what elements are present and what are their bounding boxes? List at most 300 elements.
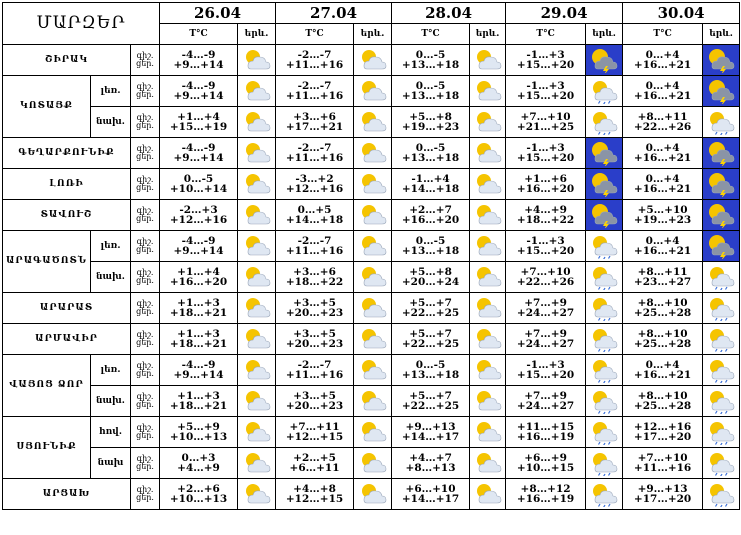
- night-temperature: +4…+7: [409, 451, 452, 464]
- day-temperature: +10…+14: [169, 183, 228, 195]
- weather-icon-cell: [703, 231, 740, 262]
- sun-rain-cloud-icon: [589, 388, 619, 414]
- day-temperature: +16…+21: [633, 152, 692, 164]
- temperature-cell: [623, 45, 703, 76]
- weather-icon-cell: [703, 324, 740, 355]
- day-label: ցեր.: [136, 431, 154, 440]
- temperature-cell: [623, 448, 703, 479]
- thunderstorm-icon: [706, 140, 736, 166]
- weather-icon-cell: [354, 293, 392, 324]
- region-row: [3, 169, 740, 200]
- temperature-cell: [392, 386, 470, 417]
- night-temperature: -4…-9: [181, 234, 216, 247]
- day-label: ցեր.: [136, 214, 154, 223]
- night-temperature: -2…-7: [297, 234, 332, 247]
- day-temperature: +20…+23: [285, 338, 344, 350]
- thunderstorm-icon: [706, 202, 736, 228]
- weather-icon-cell: [354, 262, 392, 293]
- night-temperature: -2…-7: [297, 48, 332, 61]
- temperature-cell: [392, 138, 470, 169]
- sun-cloud-icon: [473, 295, 503, 321]
- sun-cloud-icon: [242, 233, 272, 259]
- weather-icon-cell: [703, 355, 740, 386]
- region-row: [3, 293, 740, 324]
- day-temperature: +25…+28: [633, 400, 692, 412]
- region-name: ԱՐՄԱՎԻՐ: [3, 324, 131, 355]
- weather-icon-cell: [354, 45, 392, 76]
- thunderstorm-icon: [706, 233, 736, 259]
- sun-cloud-icon: [242, 295, 272, 321]
- region-name: ՇԻՐԱԿ: [3, 45, 131, 76]
- weather-icon-cell: [238, 293, 276, 324]
- weather-icon-cell: [703, 76, 740, 107]
- sun-cloud-icon: [358, 171, 388, 197]
- day-label: ցեր.: [136, 307, 154, 316]
- region-row: [3, 448, 740, 479]
- temperature-cell: [623, 293, 703, 324]
- region-row: [3, 355, 740, 386]
- weather-icon-cell: [703, 448, 740, 479]
- sun-cloud-icon: [358, 295, 388, 321]
- day-temperature: +18…+22: [516, 214, 575, 226]
- temperature-cell: [623, 417, 703, 448]
- weather-icon-cell: [586, 293, 623, 324]
- day-temperature: +10…+15: [516, 462, 575, 474]
- sun-cloud-icon: [242, 171, 272, 197]
- sun-rain-cloud-icon: [589, 78, 619, 104]
- day-temperature: +10…+13: [169, 493, 228, 505]
- temperature-cell: [392, 448, 470, 479]
- temperature-cell: [392, 355, 470, 386]
- sun-cloud-icon: [473, 47, 503, 73]
- night-temperature: +5…+7: [409, 296, 452, 309]
- sun-cloud-icon: [358, 450, 388, 476]
- sun-rain-cloud-icon: [589, 450, 619, 476]
- night-temperature: +2…+7: [409, 203, 452, 216]
- sun-rain-cloud-icon: [706, 450, 736, 476]
- temperature-cell: [160, 386, 238, 417]
- subregion-name: լեռ.: [91, 355, 131, 386]
- night-label: գիշ.: [136, 82, 154, 91]
- temperature-cell: [506, 417, 586, 448]
- night-temperature: 0…-5: [183, 172, 214, 185]
- sun-rain-cloud-icon: [589, 481, 619, 507]
- night-temperature: +4…+8: [293, 482, 336, 495]
- weather-icon-cell: [586, 200, 623, 231]
- day-label: ցեր.: [136, 493, 154, 502]
- subregion-name: հով.: [91, 417, 131, 448]
- weather-icon-cell: [354, 386, 392, 417]
- day-temperature: +16…+21: [633, 183, 692, 195]
- temperature-cell: [276, 417, 354, 448]
- date-header: 28.04: [392, 3, 506, 24]
- weather-icon-cell: [586, 169, 623, 200]
- temperature-cell: [276, 45, 354, 76]
- sun-rain-cloud-icon: [589, 295, 619, 321]
- temperature-cell: [160, 324, 238, 355]
- day-temperature: +11…+16: [285, 59, 344, 71]
- night-temperature: +8…+10: [637, 389, 688, 402]
- night-temperature: +1…+4: [177, 265, 220, 278]
- weather-icon-cell: [470, 231, 506, 262]
- thunderstorm-icon: [589, 47, 619, 73]
- day-temperature: +17…+21: [285, 121, 344, 133]
- day-temperature: +9…+14: [173, 59, 224, 71]
- weather-icon-cell: [238, 324, 276, 355]
- temperature-cell: [276, 107, 354, 138]
- temperature-cell: [392, 231, 470, 262]
- weather-icon-cell: [470, 76, 506, 107]
- night-temperature: -1…+3: [526, 141, 565, 154]
- temperature-cell: [506, 293, 586, 324]
- regions-header: ՄԱՐԶԵՐ: [3, 3, 160, 45]
- night-temperature: +8…+10: [637, 296, 688, 309]
- region-name: ԱՐԱԳԱԾՈՏՆ: [3, 231, 91, 293]
- sun-cloud-icon: [358, 78, 388, 104]
- thunderstorm-icon: [706, 78, 736, 104]
- day-temperature: +25…+28: [633, 307, 692, 319]
- night-temperature: +1…+4: [177, 110, 220, 123]
- temperature-cell: [276, 355, 354, 386]
- subregion-name: լեռ.: [91, 76, 131, 107]
- night-label: գիշ.: [136, 361, 154, 370]
- date-header: 30.04: [623, 3, 740, 24]
- night-temperature: +3…+5: [293, 296, 336, 309]
- day-temperature: +16…+20: [516, 183, 575, 195]
- region-name: ԱՐՑԱԽ: [3, 479, 131, 510]
- weather-icon-cell: [470, 107, 506, 138]
- sun-cloud-icon: [358, 140, 388, 166]
- day-label: ցեր.: [136, 90, 154, 99]
- night-label: գիշ.: [136, 330, 154, 339]
- day-temperature: +15…+20: [516, 245, 575, 257]
- temperature-cell: [160, 417, 238, 448]
- night-temperature: 0…+3: [181, 451, 216, 464]
- day-temperature: +16…+21: [633, 90, 692, 102]
- night-temperature: +3…+5: [293, 327, 336, 340]
- temperature-cell: [160, 231, 238, 262]
- day-label: ցեր.: [136, 59, 154, 68]
- day-temperature: +16…+21: [633, 59, 692, 71]
- period-labels: [131, 479, 160, 510]
- day-temperature: +16…+19: [516, 431, 575, 443]
- subregion-name: նախ.: [91, 262, 131, 293]
- icon-subheader: երև.: [586, 24, 623, 45]
- day-temperature: +4…+9: [177, 462, 220, 474]
- weather-icon-cell: [586, 417, 623, 448]
- weather-icon-cell: [703, 293, 740, 324]
- weather-icon-cell: [238, 76, 276, 107]
- day-label: ցեր.: [136, 276, 154, 285]
- temperature-cell: [276, 262, 354, 293]
- weather-icon-cell: [586, 45, 623, 76]
- day-temperature: +25…+28: [633, 338, 692, 350]
- night-temperature: +9…+13: [405, 420, 456, 433]
- day-label: ցեր.: [136, 245, 154, 254]
- weather-icon-cell: [238, 386, 276, 417]
- night-temperature: +6…+10: [405, 482, 456, 495]
- weather-icon-cell: [354, 479, 392, 510]
- temp-subheader: T°C: [623, 24, 703, 45]
- sun-rain-cloud-icon: [706, 264, 736, 290]
- sun-rain-cloud-icon: [589, 419, 619, 445]
- night-label: գիշ.: [136, 175, 154, 184]
- day-temperature: +14…+17: [401, 431, 460, 443]
- sun-rain-cloud-icon: [589, 326, 619, 352]
- period-labels: [131, 231, 160, 262]
- day-temperature: +19…+23: [401, 121, 460, 133]
- sun-cloud-icon: [242, 140, 272, 166]
- night-label: գիշ.: [136, 268, 154, 277]
- day-temperature: +22…+25: [401, 307, 460, 319]
- temperature-cell: [160, 45, 238, 76]
- temperature-cell: [392, 262, 470, 293]
- sun-cloud-icon: [242, 326, 272, 352]
- night-temperature: 0…+4: [645, 79, 680, 92]
- region-name: ՎԱՅՈՑ ՁՈՐ: [3, 355, 91, 417]
- temperature-cell: [623, 262, 703, 293]
- day-temperature: +17…+20: [633, 493, 692, 505]
- night-temperature: -1…+3: [526, 358, 565, 371]
- period-labels: [131, 386, 160, 417]
- day-label: ցեր.: [136, 400, 154, 409]
- sun-rain-cloud-icon: [706, 109, 736, 135]
- sun-cloud-icon: [358, 357, 388, 383]
- night-label: գիշ.: [136, 485, 154, 494]
- period-labels: [131, 169, 160, 200]
- night-temperature: -4…-9: [181, 79, 216, 92]
- sun-rain-cloud-icon: [589, 233, 619, 259]
- temperature-cell: [623, 355, 703, 386]
- thunderstorm-icon: [589, 171, 619, 197]
- region-name: ՏԱՎՈՒՇ: [3, 200, 131, 231]
- day-temperature: +19…+23: [633, 214, 692, 226]
- sun-cloud-icon: [358, 388, 388, 414]
- sun-cloud-icon: [242, 357, 272, 383]
- icon-subheader: երև.: [238, 24, 276, 45]
- subregion-name: լեռ.: [91, 231, 131, 262]
- night-temperature: +2…+5: [293, 451, 336, 464]
- temperature-cell: [160, 293, 238, 324]
- sun-cloud-icon: [473, 140, 503, 166]
- weather-icon-cell: [703, 169, 740, 200]
- temperature-cell: [276, 386, 354, 417]
- temperature-cell: [623, 479, 703, 510]
- day-temperature: +20…+23: [285, 307, 344, 319]
- night-temperature: +3…+6: [293, 110, 336, 123]
- weather-icon-cell: [470, 355, 506, 386]
- weather-icon-cell: [238, 45, 276, 76]
- sun-cloud-icon: [358, 202, 388, 228]
- forecast-body: [3, 3, 740, 510]
- weather-icon-cell: [238, 355, 276, 386]
- night-temperature: +7…+11: [289, 420, 340, 433]
- day-temperature: +11…+16: [285, 369, 344, 381]
- temperature-cell: [506, 200, 586, 231]
- temperature-cell: [392, 45, 470, 76]
- weather-icon-cell: [238, 138, 276, 169]
- sun-rain-cloud-icon: [706, 357, 736, 383]
- night-temperature: +8…+11: [637, 110, 688, 123]
- icon-subheader: երև.: [470, 24, 506, 45]
- day-temperature: +22…+25: [401, 338, 460, 350]
- temperature-cell: [623, 386, 703, 417]
- region-row: [3, 324, 740, 355]
- subregion-name: նախ.: [91, 107, 131, 138]
- sun-cloud-icon: [242, 264, 272, 290]
- sun-rain-cloud-icon: [589, 357, 619, 383]
- day-temperature: +22…+26: [516, 276, 575, 288]
- sun-cloud-icon: [473, 326, 503, 352]
- temperature-cell: [623, 107, 703, 138]
- night-temperature: 0…-5: [415, 358, 446, 371]
- day-temperature: +13…+18: [401, 245, 460, 257]
- day-temperature: +15…+20: [516, 59, 575, 71]
- temperature-cell: [506, 169, 586, 200]
- weather-icon-cell: [703, 138, 740, 169]
- weather-icon-cell: [703, 262, 740, 293]
- sun-cloud-icon: [358, 264, 388, 290]
- sun-rain-cloud-icon: [589, 264, 619, 290]
- weather-icon-cell: [703, 479, 740, 510]
- night-temperature: +7…+10: [637, 451, 688, 464]
- thunderstorm-icon: [706, 47, 736, 73]
- temperature-cell: [392, 324, 470, 355]
- weather-icon-cell: [354, 76, 392, 107]
- day-temperature: +14…+17: [401, 493, 460, 505]
- weather-icon-cell: [354, 138, 392, 169]
- night-label: գիշ.: [136, 454, 154, 463]
- period-labels: [131, 355, 160, 386]
- temperature-cell: [506, 448, 586, 479]
- day-label: ցեր.: [136, 152, 154, 161]
- weather-icon-cell: [238, 200, 276, 231]
- region-row: [3, 262, 740, 293]
- icon-subheader: երև.: [703, 24, 740, 45]
- weather-icon-cell: [470, 293, 506, 324]
- weather-icon-cell: [354, 324, 392, 355]
- temperature-cell: [506, 76, 586, 107]
- temperature-cell: [160, 76, 238, 107]
- night-temperature: +8…+12: [520, 482, 571, 495]
- sun-cloud-icon: [242, 419, 272, 445]
- night-temperature: +2…+6: [177, 482, 220, 495]
- temperature-cell: [276, 200, 354, 231]
- region-row: [3, 107, 740, 138]
- day-temperature: +12…+16: [169, 214, 228, 226]
- region-name: ԿՈՏԱՅՔ: [3, 76, 91, 138]
- day-label: ցեր.: [136, 121, 154, 130]
- sun-rain-cloud-icon: [706, 326, 736, 352]
- temperature-cell: [160, 448, 238, 479]
- day-temperature: +21…+25: [516, 121, 575, 133]
- day-label: ցեր.: [136, 183, 154, 192]
- day-temperature: +9…+14: [173, 90, 224, 102]
- weather-icon-cell: [470, 324, 506, 355]
- night-temperature: +4…+9: [524, 203, 567, 216]
- temperature-cell: [392, 200, 470, 231]
- day-temperature: +15…+20: [516, 90, 575, 102]
- sun-cloud-icon: [242, 481, 272, 507]
- day-temperature: +14…+18: [285, 214, 344, 226]
- period-labels: [131, 262, 160, 293]
- day-temperature: +24…+27: [516, 338, 575, 350]
- temperature-cell: [623, 76, 703, 107]
- temperature-cell: [276, 138, 354, 169]
- night-label: գիշ.: [136, 51, 154, 60]
- region-name: ՍՅՈՒՆԻՔ: [3, 417, 91, 479]
- region-row: [3, 138, 740, 169]
- day-temperature: +13…+18: [401, 152, 460, 164]
- weather-icon-cell: [238, 231, 276, 262]
- weather-icon-cell: [470, 386, 506, 417]
- temp-subheader: T°C: [506, 24, 586, 45]
- day-temperature: +18…+21: [169, 307, 228, 319]
- weather-icon-cell: [703, 200, 740, 231]
- night-temperature: +1…+3: [177, 327, 220, 340]
- day-temperature: +16…+20: [401, 214, 460, 226]
- day-temperature: +15…+19: [169, 121, 228, 133]
- night-temperature: +3…+6: [293, 265, 336, 278]
- temperature-cell: [506, 355, 586, 386]
- day-temperature: +15…+20: [516, 152, 575, 164]
- day-temperature: +24…+27: [516, 400, 575, 412]
- sun-cloud-icon: [473, 171, 503, 197]
- sun-cloud-icon: [473, 450, 503, 476]
- weather-icon-cell: [586, 76, 623, 107]
- weather-icon-cell: [238, 479, 276, 510]
- night-temperature: 0…+4: [645, 358, 680, 371]
- sun-cloud-icon: [358, 109, 388, 135]
- temperature-cell: [506, 231, 586, 262]
- night-temperature: 0…+4: [645, 234, 680, 247]
- day-temperature: +16…+21: [633, 369, 692, 381]
- night-temperature: +7…+9: [524, 327, 567, 340]
- forecast-table: [2, 2, 740, 510]
- temperature-cell: [623, 324, 703, 355]
- temperature-cell: [160, 138, 238, 169]
- weather-icon-cell: [586, 231, 623, 262]
- weather-icon-cell: [586, 324, 623, 355]
- period-labels: [131, 200, 160, 231]
- night-temperature: +3…+5: [293, 389, 336, 402]
- temperature-cell: [506, 45, 586, 76]
- day-temperature: +18…+21: [169, 338, 228, 350]
- weather-icon-cell: [586, 355, 623, 386]
- night-label: գիշ.: [136, 392, 154, 401]
- temperature-cell: [623, 200, 703, 231]
- subregion-name: նախ.: [91, 386, 131, 417]
- day-temperature: +14…+18: [401, 183, 460, 195]
- temperature-cell: [506, 386, 586, 417]
- sun-cloud-icon: [473, 233, 503, 259]
- night-temperature: +8…+11: [637, 265, 688, 278]
- temperature-cell: [623, 169, 703, 200]
- weather-icon-cell: [470, 200, 506, 231]
- temp-subheader: T°C: [392, 24, 470, 45]
- weather-icon-cell: [703, 45, 740, 76]
- weather-icon-cell: [354, 355, 392, 386]
- day-temperature: +12…+15: [285, 431, 344, 443]
- temperature-cell: [392, 479, 470, 510]
- sun-cloud-icon: [358, 481, 388, 507]
- day-temperature: +24…+27: [516, 307, 575, 319]
- weather-icon-cell: [354, 169, 392, 200]
- night-label: գիշ.: [136, 423, 154, 432]
- subregion-name: նախ: [91, 448, 131, 479]
- sun-cloud-icon: [242, 47, 272, 73]
- night-temperature: +5…+7: [409, 389, 452, 402]
